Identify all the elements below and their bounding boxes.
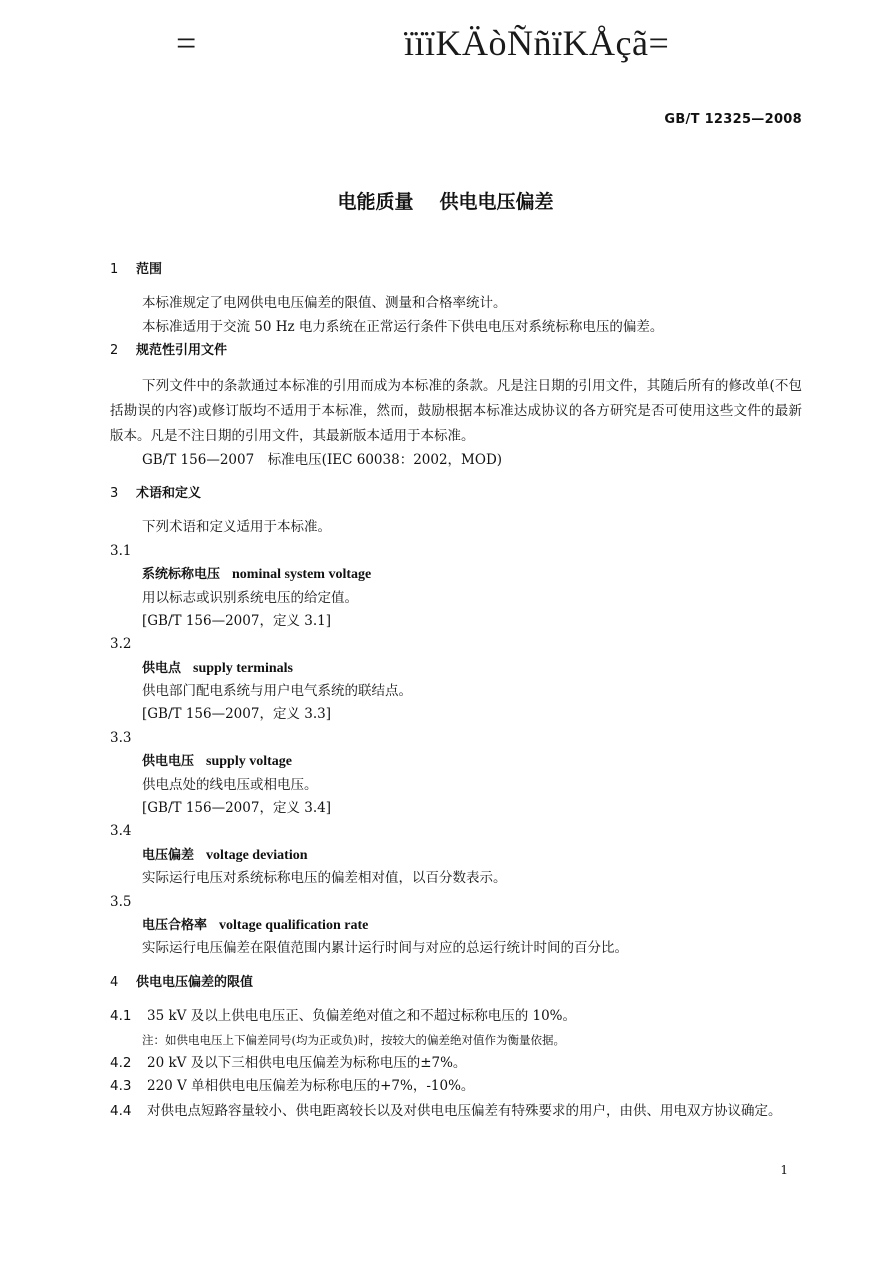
standard-code: GB/T 12325—2008 (664, 112, 802, 127)
term-title (110, 844, 802, 867)
section-title: 规范性引用文件 (136, 343, 228, 359)
term-number: 3.4 (110, 823, 132, 840)
term-definition: 供电点处的线电压或相电压。 (142, 776, 318, 793)
reference-item: GB/T 156—2007 标准电压(IEC 60038：2002，MOD) (142, 451, 503, 468)
section-title: 供电电压偏差的限值 (136, 974, 254, 990)
garbled-header-right: ïïïKÄòÑñïKÅçã= (404, 23, 670, 63)
section-4-heading (110, 971, 802, 994)
term-3-4 (110, 820, 802, 890)
term-zh: 系统标称电压 (142, 567, 221, 583)
garbled-header-left: = (176, 23, 197, 63)
term-zh: 电压偏差 (142, 847, 195, 863)
term-en: supply terminals (193, 660, 293, 676)
term-source: [GB/T 156—2007，定义 3.4] (142, 800, 331, 817)
term-3-5 (110, 891, 802, 961)
clause-4-2 (110, 1052, 802, 1075)
clause-text: 220 V 单相供电电压偏差为标称电压的+7%，-10%。 (147, 1078, 475, 1095)
section-title: 范围 (136, 262, 163, 277)
clause-text: 对供电点短路容量较小、供电距离较长以及对供电电压偏差有特殊要求的用户，由供、用电双方协议确定。 (147, 1102, 782, 1119)
term-title (110, 657, 802, 680)
clause-4-1 (110, 1005, 802, 1028)
section-3-heading (110, 482, 802, 505)
term-number: 3.3 (110, 729, 132, 746)
section-title: 术语和定义 (136, 485, 202, 501)
title-part-1: 电能质量 (337, 191, 414, 213)
clause-4-3 (110, 1075, 802, 1098)
term-definition: 实际运行电压对系统标称电压的偏差相对值，以百分数表示。 (142, 870, 507, 887)
term-zh: 供电电压 (142, 754, 195, 770)
term-zh: 电压合格率 (142, 917, 208, 933)
term-3-3 (110, 727, 802, 821)
clause-number: 4.4 (110, 1102, 132, 1119)
term-number: 3.2 (110, 636, 132, 653)
note: 注：如供电电压上下偏差同号(均为正或负)时，按较大的偏差绝对值作为衡量依据。 (142, 1032, 565, 1047)
section-number: 4 (110, 974, 119, 990)
term-title (110, 914, 802, 937)
document-title (0, 187, 891, 214)
term-number: 3.1 (110, 542, 132, 559)
paragraph: 下列术语和定义适用于本标准。 (142, 519, 331, 536)
section-number: 1 (110, 262, 119, 277)
garbled-header (0, 22, 891, 62)
term-definition: 用以标志或识别系统电压的给定值。 (142, 589, 358, 606)
term-en: nominal system voltage (232, 567, 372, 583)
clause-number: 4.3 (110, 1078, 132, 1095)
section-1-heading (110, 258, 802, 281)
term-definition: 实际运行电压偏差在限值范围内累计运行时间与对应的总运行统计时间的百分比。 (142, 940, 628, 957)
term-3-2 (110, 633, 802, 727)
clause-text: 20 kV 及以下三相供电电压偏差为标称电压的±7%。 (147, 1054, 467, 1071)
paragraph: 下列文件中的条款通过本标准的引用而成为本标准的条款。凡是注日期的引用文件，其随后所有的修改单(不包括勘误的内容)或修订版均不适用于本标准，然而，鼓励根据本标准达成协议的各方研究是否可使用这些文件的最新版本。凡是不注日期的引用文件，其最新版本适用于本标准。 (110, 377, 802, 444)
term-source: [GB/T 156—2007，定义 3.3] (142, 706, 331, 723)
section-number: 2 (110, 343, 119, 359)
section-2-heading (110, 339, 802, 362)
section-number: 3 (110, 485, 119, 501)
page-number: 1 (780, 1163, 788, 1177)
term-definition: 供电部门配电系统与用户电气系统的联结点。 (142, 683, 412, 700)
term-title (110, 750, 802, 773)
term-number: 3.5 (110, 893, 132, 910)
clause-4-4 (110, 1099, 802, 1124)
paragraph: 本标准适用于交流 50 Hz 电力系统在正常运行条件下供电电压对系统标称电压的偏差。 (142, 318, 664, 335)
term-en: voltage qualification rate (219, 917, 369, 933)
term-title (110, 563, 802, 586)
term-en: supply voltage (206, 754, 292, 770)
clause-text: 35 kV 及以上供电电压正、负偏差绝对值之和不超过标称电压的 10%。 (147, 1008, 576, 1025)
clause-number: 4.2 (110, 1054, 132, 1071)
term-en: voltage deviation (206, 847, 308, 863)
document-body (110, 258, 802, 1124)
clause-number: 4.1 (110, 1008, 132, 1025)
term-3-1 (110, 540, 802, 634)
term-zh: 供电点 (142, 660, 182, 676)
term-source: [GB/T 156—2007，定义 3.1] (142, 612, 331, 629)
paragraph: 本标准规定了电网供电电压偏差的限值、测量和合格率统计。 (142, 295, 507, 312)
title-part-2: 供电电压偏差 (439, 191, 554, 213)
